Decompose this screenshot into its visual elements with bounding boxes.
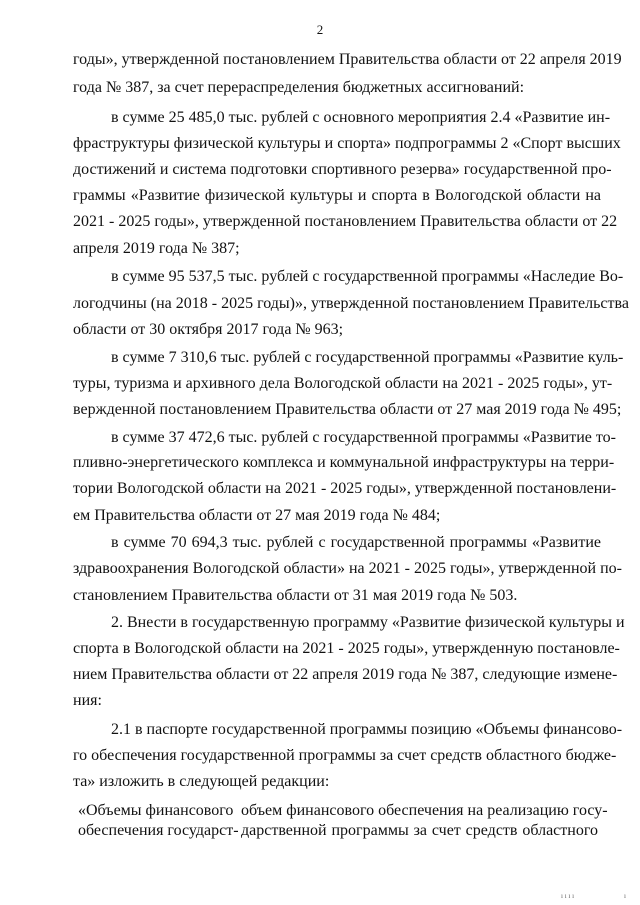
- text-line: 2.1 в паспорте государственной программы позицию «Объемы финансово-: [111, 721, 623, 738]
- passport-table-label-cell: «Объемы финансового: [78, 802, 234, 819]
- text-line: нием Правительства области от 22 апреля 2019 года № 387, следующие измене-: [73, 666, 618, 683]
- text-line: в сумме 37 472,6 тыс. рублей с государственной программы «Развитие то-: [111, 429, 616, 446]
- text-line: го обеспечения государственной программы за счет средств областного бюдже-: [73, 747, 617, 764]
- text-line: 2021 - 2025 годы», утвержденной постановлением Правительства области от 22: [73, 213, 618, 230]
- text-line: спорта в Вологодской области на 2021 - 2025 годы», утвержденную постановле-: [73, 640, 620, 657]
- text-line: тории Вологодской области на 2021 - 2025 годы», утвержденной постановлени-: [73, 480, 617, 497]
- text-line: туры, туризма и архивного дела Вологодской области на 2021 - 2025 годы», ут-: [73, 375, 613, 392]
- text-line: года № 387, за счет перераспределения бюджетных ассигнований:: [73, 79, 525, 96]
- passport-table-value-cell: дарственной программы за счет средств областного: [241, 822, 598, 839]
- text-line: становлением Правительства области от 31 мая 2019 года № 503.: [73, 587, 518, 604]
- text-line: граммы «Развитие физической культуры и спорта в Вологодской области на: [73, 187, 601, 204]
- text-line: в сумме 70 694,3 тыс. рублей с государственной программы «Развитие: [111, 534, 601, 551]
- text-line: ния:: [73, 692, 102, 709]
- text-line: в сумме 25 485,0 тыс. рублей с основного мероприятия 2.4 «Развитие ин-: [111, 109, 611, 126]
- footer-mark: ı: [624, 892, 626, 900]
- text-line: 2. Внести в государственную программу «Развитие физической культуры и: [111, 614, 625, 631]
- footer-mark: ı ı ı ı: [561, 892, 575, 900]
- text-line: та» изложить в следующей редакции:: [73, 773, 330, 790]
- text-line: достижений и система подготовки спортивного резерва» государственной про-: [73, 161, 612, 178]
- text-line: здравоохранения Вологодской области» на 2021 - 2025 годы», утвержденной по-: [73, 560, 622, 577]
- text-line: фраструктуры физической культуры и спорта» подпрограммы 2 «Спорт высших: [73, 135, 621, 152]
- text-line: в сумме 7 310,6 тыс. рублей с государственной программы «Развитие куль-: [111, 349, 624, 366]
- page-number: 2: [316, 22, 324, 37]
- text-line: апреля 2019 года № 387;: [73, 240, 240, 257]
- text-line: логодчины (на 2018 - 2025 годы)», утвержденной постановлением Правительства: [73, 295, 629, 312]
- text-line: вержденной постановлением Правительства области от 27 мая 2019 года № 495;: [73, 401, 622, 418]
- text-line: ем Правительства области от 27 мая 2019 года № 484;: [73, 507, 441, 524]
- text-line: годы», утвержденной постановлением Правительства области от 22 апреля 2019: [73, 51, 622, 68]
- text-line: пливно-энергетического комплекса и коммунальной инфраструктуры на терри-: [73, 454, 615, 471]
- text-line: в сумме 95 537,5 тыс. рублей с государственной программы «Наследие Во-: [111, 268, 624, 285]
- passport-table-value-cell: объем финансового обеспечения на реализацию госу-: [241, 802, 608, 819]
- passport-table-label-cell: обеспечения государст-: [78, 822, 239, 839]
- text-line: области от 30 октября 2017 года № 963;: [73, 321, 344, 338]
